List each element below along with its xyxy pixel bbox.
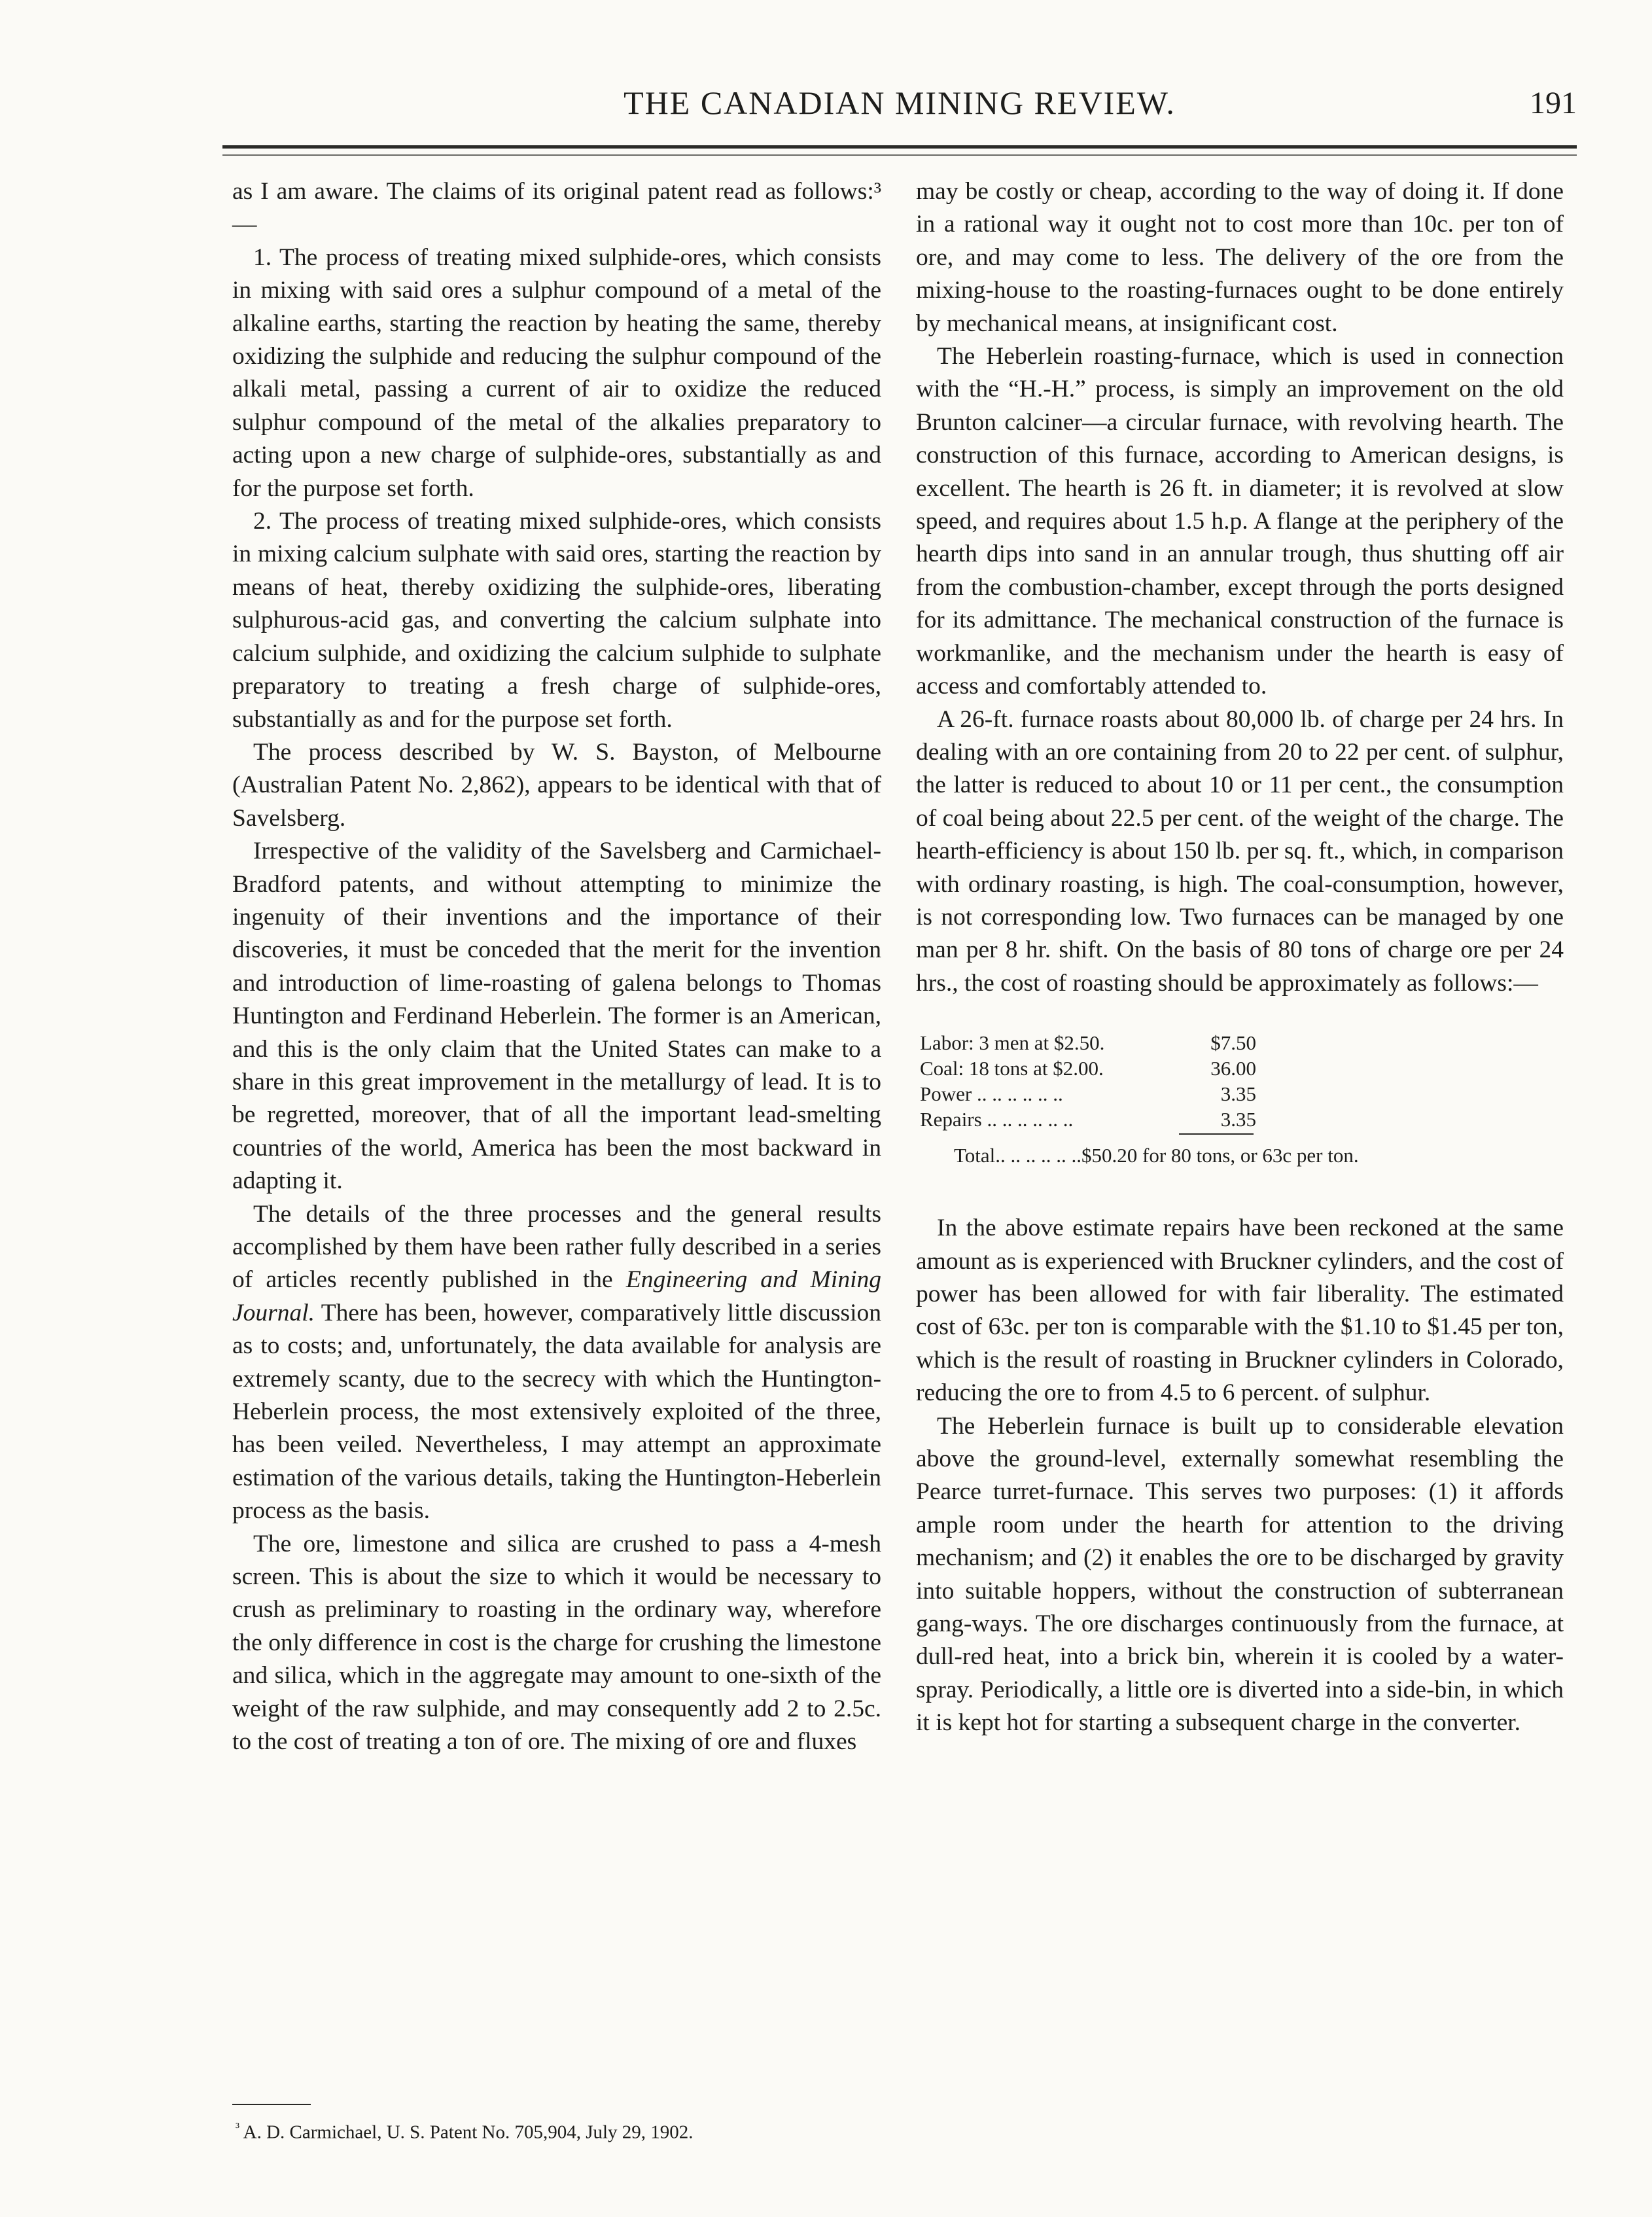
patent-claim-2: 2. The process of treating mixed sulphide-ores, which consists in mixing calcium sulphate with said ores, starting the reaction by means of heat, thereby oxidizing the sulphide-ores, liberating sulphurous-acid gas, and converting the calcium sulphate into calcium sulphide, and oxidizing the calcium sulphide to sulphate preparatory to treating a fresh charge of sulphide-ores, substantially as and for the purpose set forth. [232,508,881,733]
cost-amount: 3.35 [1220,1082,1256,1106]
cost-total: Total.. .. .. .. .. ..$50.20 for 80 tons, or 63c per ton. [954,1144,1359,1167]
cost-label: Labor: 3 men at $2.50. [920,1031,1105,1055]
table-row [920,1030,1256,1055]
details-text-2: There has been, however, comparatively little discussion as to costs; and, unfortunately, the data available for analysis are extremely scanty, due to the secrecy with which the Huntington-Heberlein process, the most extensively exploited of the three, has been veiled. Nevertheless, I may attempt an approximate estimation of the various details, taking the Huntington-Heberlein process as the basis. [232,1299,881,1525]
table-row [920,1081,1256,1107]
patent-claim-1: 1. The process of treating mixed sulphide-ores, which consists in mixing with said ores a sulphur compound of a metal of the alkaline earths, starting the reaction by heating the same, thereby oxidizing the sulphide and reducing the sulphur compound of the alkali metal, passing a current of air to oxidize the reduced sulphur compound of the metal of the alkalies preparatory to acting upon a new charge of sulphide-ores, substantially as and for the purpose set forth. [232,243,881,502]
right-column [916,175,1564,1740]
cost-label: Power .. .. .. .. .. .. [920,1082,1063,1106]
roasting-paragraph: A 26-ft. furnace roasts about 80,000 lb. of charge per 24 hrs. In dealing with an ore containing from 20 to 22 per cent. of sulphur, the latter is reduced to about 10 or 11 per cent., the consumption of coal being about 22.5 per cent. of the weight of the charge. The hearth-efficiency is about 150 lb. per sq. ft., which, in comparison with ordinary roasting, is high. The coal-consumption, however, is not corresponding low. Two furnaces can be managed by one man per 8 hr. shift. On the basis of 80 tons of charge ore per 24 hrs., the cost of roasting should be approximately as follows:— [916,705,1564,997]
cost-label: Repairs .. .. .. .. .. .. [920,1108,1074,1131]
details-text-1: The details of the three processes and the general results accomplished by them have been rather fully described in a series of articles recently published in the [232,1200,881,1294]
footnote [236,2120,694,2144]
page-number: 191 [1530,86,1577,120]
running-title: THE CANADIAN MINING REVIEW. [624,84,1176,121]
cost-label: Coal: 18 tons at $2.00. [920,1057,1104,1080]
bayston-paragraph: The process described by W. S. Bayston, of Melbourne (Australian Patent No. 2,862), appears to be identical with that of Savelsberg. [232,738,881,832]
cost-table [920,1030,1256,1132]
left-column [232,175,881,1759]
page-header [222,84,1577,143]
ore-paragraph: The ore, limestone and silica are crushed to pass a 4-mesh screen. This is about the size to which it would be necessary to crush as preliminary to roasting in the ordinary way, wherefore the only difference in cost is the charge for crushing the limestone and silica, which in the aggregate may amount to one-sixth of the weight of the raw sulphide, and may consequently add 2 to 2.5c. to the cost of treating a ton of ore. The mixing of ore and fluxes [232,1530,881,1756]
furnace-paragraph: The Heberlein roasting-furnace, which is used in connection with the “H.-H.” process, is simply an improvement on the old Brunton calciner—a circular furnace, with revolving hearth. The construction of this furnace, according to American designs, is excellent. The hearth is 26 ft. in diameter; it is revolved at slow speed, and requires about 1.5 h.p. A flange at the periphery of the hearth dips into sand in an annular trough, thus shutting off air from the combustion-chamber, except through the ports designed for its admittance. The mechanical construction of the furnace is workmanlike, and the mechanism under the hearth is easy of access and comfortably attended to. [916,343,1564,700]
table-row [920,1055,1256,1081]
header-rule [222,145,1577,149]
cost-amount: 36.00 [1210,1057,1256,1080]
journal-title: Engineering and Mining Journal. [232,1266,882,1326]
footnote-marker: ³ [236,2120,239,2135]
footnote-text: A. D. Carmichael, U. S. Patent No. 705,904, July 29, 1902. [243,2121,694,2143]
irrespective-paragraph: Irrespective of the validity of the Savelsberg and Carmichael-Bradford patents, and without attempting to minimize the ingenuity of their inventions and the importance of their discoveries, it must be conceded that the merit for the invention and introduction of lime-roasting of galena belongs to Thomas Huntington and Ferdinand Heberlein. The former is an American, and this is the only claim that the United States can make to a share in this great improvement in the metallurgy of lead. It is to be regretted, moreover, that of all the important lead-smelting countries of the world, America has been the most backward in adapting it. [232,838,881,1195]
footnote-rule [232,2104,311,2105]
total-rule [1179,1133,1254,1135]
table-row [920,1107,1256,1132]
estimate-paragraph: In the above estimate repairs have been reckoned at the same amount as is experienced with Bruckner cylinders, and the cost of power has been allowed for with fair liberality. The estimated cost of 63c. per ton is comparable with the $1.10 to $1.45 per ton, which is the result of roasting in Bruckner cylinders in Colorado, reducing the ore to from 4.5 to 6 percent. of sulphur. [916,1215,1564,1407]
header-rule-thin [222,154,1577,156]
continuation-paragraph: may be costly or cheap, according to the way of doing it. If done in a rational way it ought not to cost more than 10c. per ton of ore, and may come to less. The delivery of the ore from the mixing-house to the roasting-furnaces ought to be done entirely by mechanical means, at insignificant cost. [916,178,1564,337]
intro-paragraph: as I am aware. The claims of its original patent read as follows:³— [232,178,881,238]
cost-amount: $7.50 [1210,1031,1256,1055]
elevation-paragraph: The Heberlein furnace is built up to considerable elevation above the ground-level, externally somewhat resembling the Pearce turret-furnace. This serves two purposes: (1) it affords ample room under the hearth for attention to the driving mechanism; and (2) it enables the ore to be discharged by gravity into suitable hoppers, without the construction of subterranean gang-ways. The ore discharges continuously from the furnace, at dull-red heat, into a brick bin, wherein it is cooled by a water-spray. Periodically, a little ore is diverted into a side-bin, in which it is kept hot for starting a subsequent charge in the converter. [916,1412,1564,1737]
details-paragraph [232,1198,881,1528]
cost-amount: 3.35 [1220,1108,1256,1131]
